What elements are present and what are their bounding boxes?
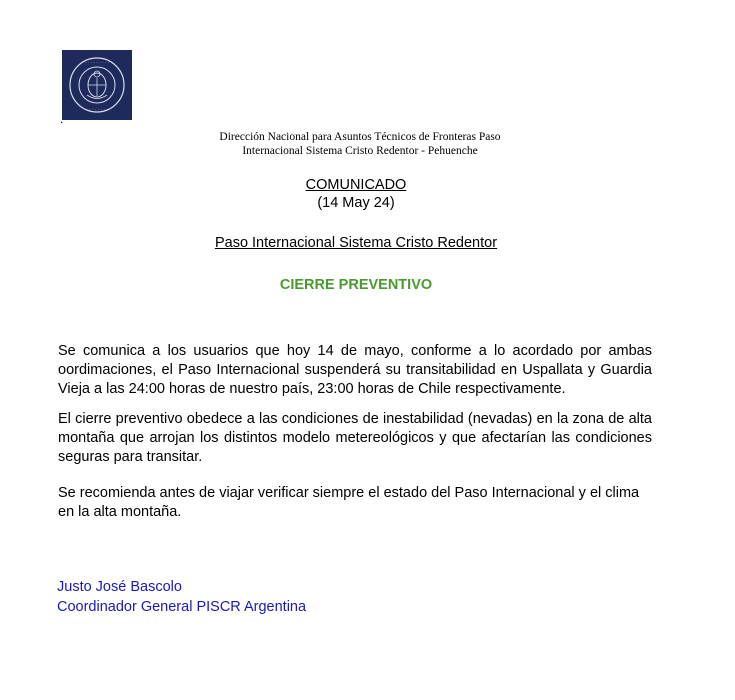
body-paragraph-2: El cierre preventivo obedece a las condiciones de inestabilidad (nevadas) en la zona de alta montaña que arrojan los distintos modelo metereológicos y que afectarían las condiciones seguras para transitar. (58, 411, 652, 465)
svg-text:· · · · · · · ·: · · · · · · · · (85, 108, 109, 113)
body-paragraph-1: Se comunica a los usuarios que hoy 14 de mayo, conforme a lo acordado por ambas oordimaciones, el Paso Internacional suspenderá su transitabilidad en Uspallata y Guardia Vieja a las 24:00 horas de nuestro país, 23:00 horas de Chile respectivamente. (58, 343, 652, 397)
signature-name: Justo José Bascolo (57, 579, 182, 595)
seal-icon (62, 50, 132, 120)
communique-date: (14 May 24) (317, 195, 395, 211)
header-line-2: Internacional Sistema Cristo Redentor - Pehuenche (242, 145, 478, 157)
stray-dot: . (60, 112, 64, 126)
body-paragraph-3: Se recomienda antes de viajar verificar siempre el estado del Paso Internacional y el clima en la alta montaña. (58, 485, 640, 520)
paso-name: Paso Internacional Sistema Cristo Redentor (214, 235, 498, 251)
communique-title (0, 176, 712, 212)
status-label: CIERRE PREVENTIVO (279, 277, 433, 293)
header-line-1: Dirección Nacional para Asuntos Técnicos de Fronteras Paso (219, 131, 501, 143)
ministry-seal-logo (62, 50, 132, 120)
svg-text:· · · · · · · · ·: · · · · · · · · · (84, 61, 110, 66)
institution-header (150, 130, 570, 158)
communique-heading: COMUNICADO (305, 177, 407, 193)
signature-role: Coordinador General PISCR Argentina (57, 599, 307, 615)
